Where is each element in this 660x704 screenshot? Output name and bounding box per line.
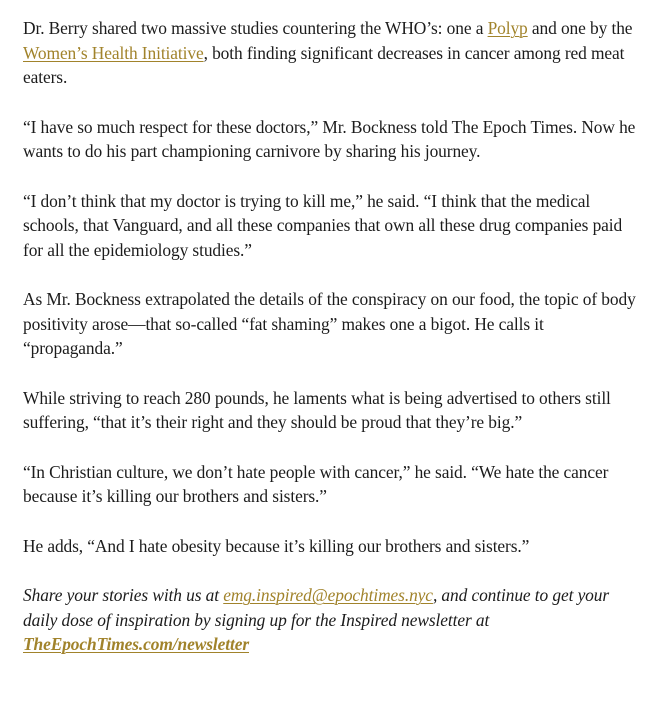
closing-text: Share your stories with us at [23, 585, 224, 605]
closing-text: , and continue to get your daily dose of inspiration by signing up for the Inspired newsletter at [23, 585, 610, 630]
womens-health-initiative-link[interactable]: Women’s Health Initiative [23, 42, 204, 63]
paragraph-body-positivity: As Mr. Bockness extrapolated the details of the conspiracy on our food, the topic of body positivity arose—that so-called “fat shaming” makes one a bigot. He calls it “propaganda.” [23, 289, 636, 358]
paragraph-studies [23, 16, 643, 90]
article-body [23, 16, 643, 682]
paragraph-christian-culture: “In Christian culture, we don’t hate people with cancer,” he said. “We hate the cancer because it’s killing our brothers and sisters.” [23, 461, 609, 506]
closing-callout [23, 583, 643, 657]
email-link[interactable]: emg.inspired@epochtimes.nyc [223, 585, 433, 605]
paragraph-respect: “I have so much respect for these doctors,” Mr. Bockness told The Epoch Times. Now he wants to do his part championing carnivore by sharing his journey. [23, 116, 636, 161]
paragraph-doctor-quote: “I don’t think that my doctor is trying to kill me,” he said. “I think that the medical schools, that Vanguard, and all these companies that own all these drug companies paid for all the epidemiology studies.” [23, 190, 623, 260]
paragraph-text: Dr. Berry shared two massive studies countering the WHO’s: one a [23, 18, 488, 38]
polyp-link[interactable]: Polyp [487, 18, 528, 38]
paragraph-text: , both finding significant decreases in cancer among red meat eaters. [23, 42, 625, 87]
paragraph-text: and one by the [527, 18, 633, 38]
paragraph-obesity-quote: He adds, “And I hate obesity because it’s killing our brothers and sisters.” [23, 535, 530, 556]
newsletter-link[interactable]: TheEpochTimes.com/newsletter [23, 634, 249, 654]
paragraph-280-pounds: While striving to reach 280 pounds, he laments what is being advertised to others still suffering, “that it’s their right and they should be proud that they’re big.” [23, 387, 611, 432]
